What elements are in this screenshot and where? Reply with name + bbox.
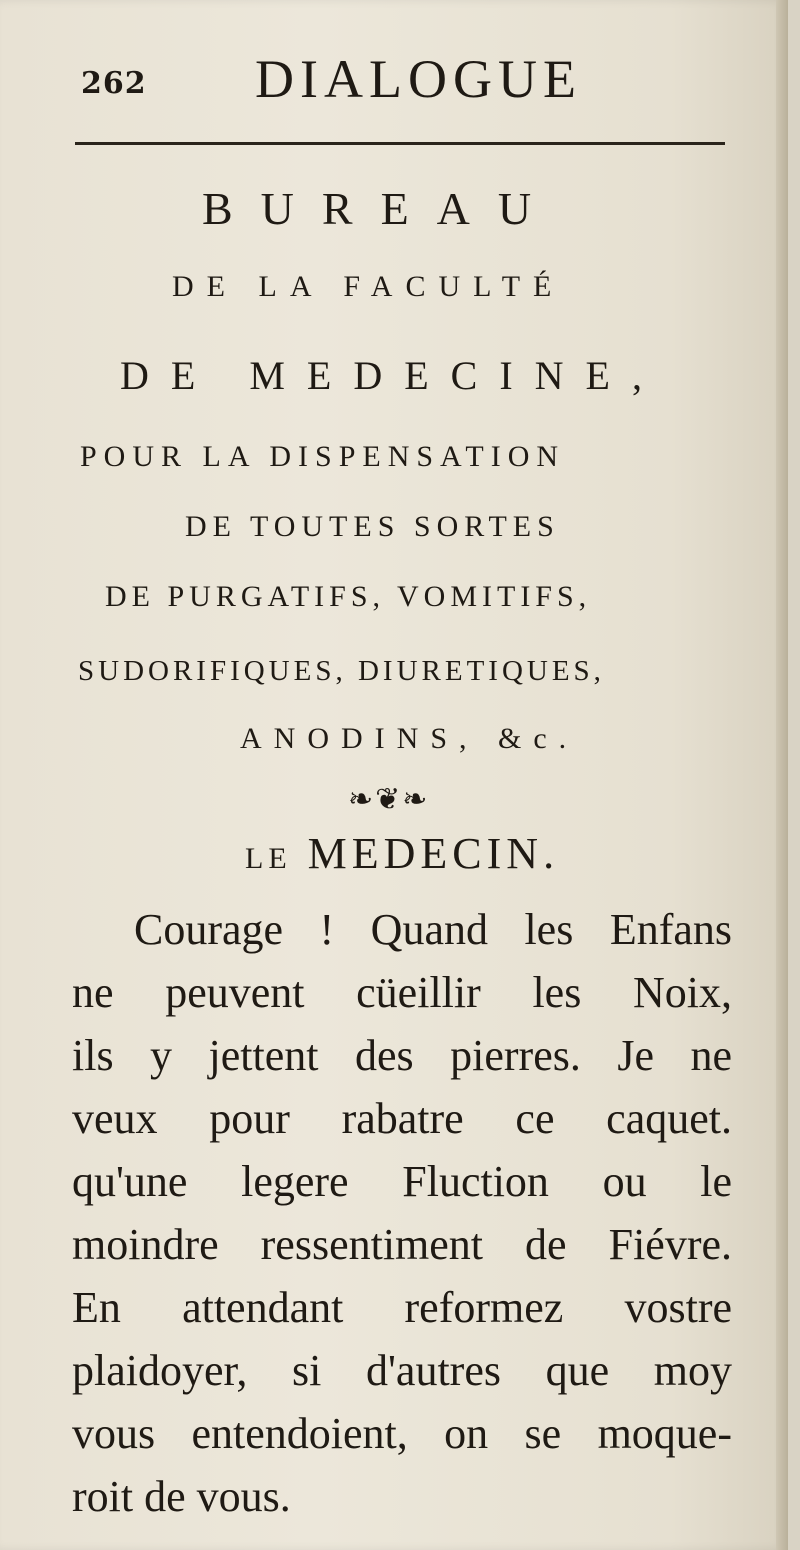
body-line: roit de vous. — [72, 1472, 291, 1521]
title-line-6: DE PURGATIFS, VOMITIFS, — [105, 580, 592, 613]
header-rule — [75, 142, 725, 145]
speaker-name: MEDECIN. — [307, 829, 560, 878]
title-line-1: BUREAU — [202, 183, 560, 234]
body-line: veux pour rabatre ce caquet. — [72, 1094, 732, 1143]
body-line: qu'une legere Fluction ou le — [72, 1157, 732, 1206]
body-line: Courage ! Quand les Enfans — [134, 905, 732, 954]
title-line-5: DE TOUTES SORTES — [185, 510, 560, 543]
body-line: ils y jettent des pierres. Je ne — [72, 1031, 732, 1080]
speaker-heading — [245, 828, 559, 879]
body-line: plaidoyer, si d'autres que moy — [72, 1346, 732, 1395]
title-line-7: SUDORIFIQUES, DIURETIQUES, — [78, 655, 605, 687]
title-line-4: POUR LA DISPENSATION — [80, 440, 566, 473]
body-paragraph — [72, 898, 732, 1528]
body-line: En attendant reformez vostre — [72, 1283, 732, 1332]
body-line: moindre ressentiment de Fiévre. — [72, 1220, 732, 1269]
fleuron-ornament-icon: ❧❦❧ — [348, 782, 430, 817]
page-header — [75, 48, 735, 118]
speaker-article: LE — [245, 842, 292, 875]
title-line-8: ANODINS, &c. — [240, 722, 579, 755]
page-number: 262 — [81, 66, 147, 101]
body-line: vous entendoient, on se moque- — [72, 1409, 732, 1458]
title-line-2: DE LA FACULTÉ — [172, 270, 565, 303]
running-head: DIALOGUE — [255, 49, 582, 109]
body-line: ne peuvent cüeillir les Noix, — [72, 968, 732, 1017]
title-line-3: DE MEDECINE, — [120, 353, 664, 398]
